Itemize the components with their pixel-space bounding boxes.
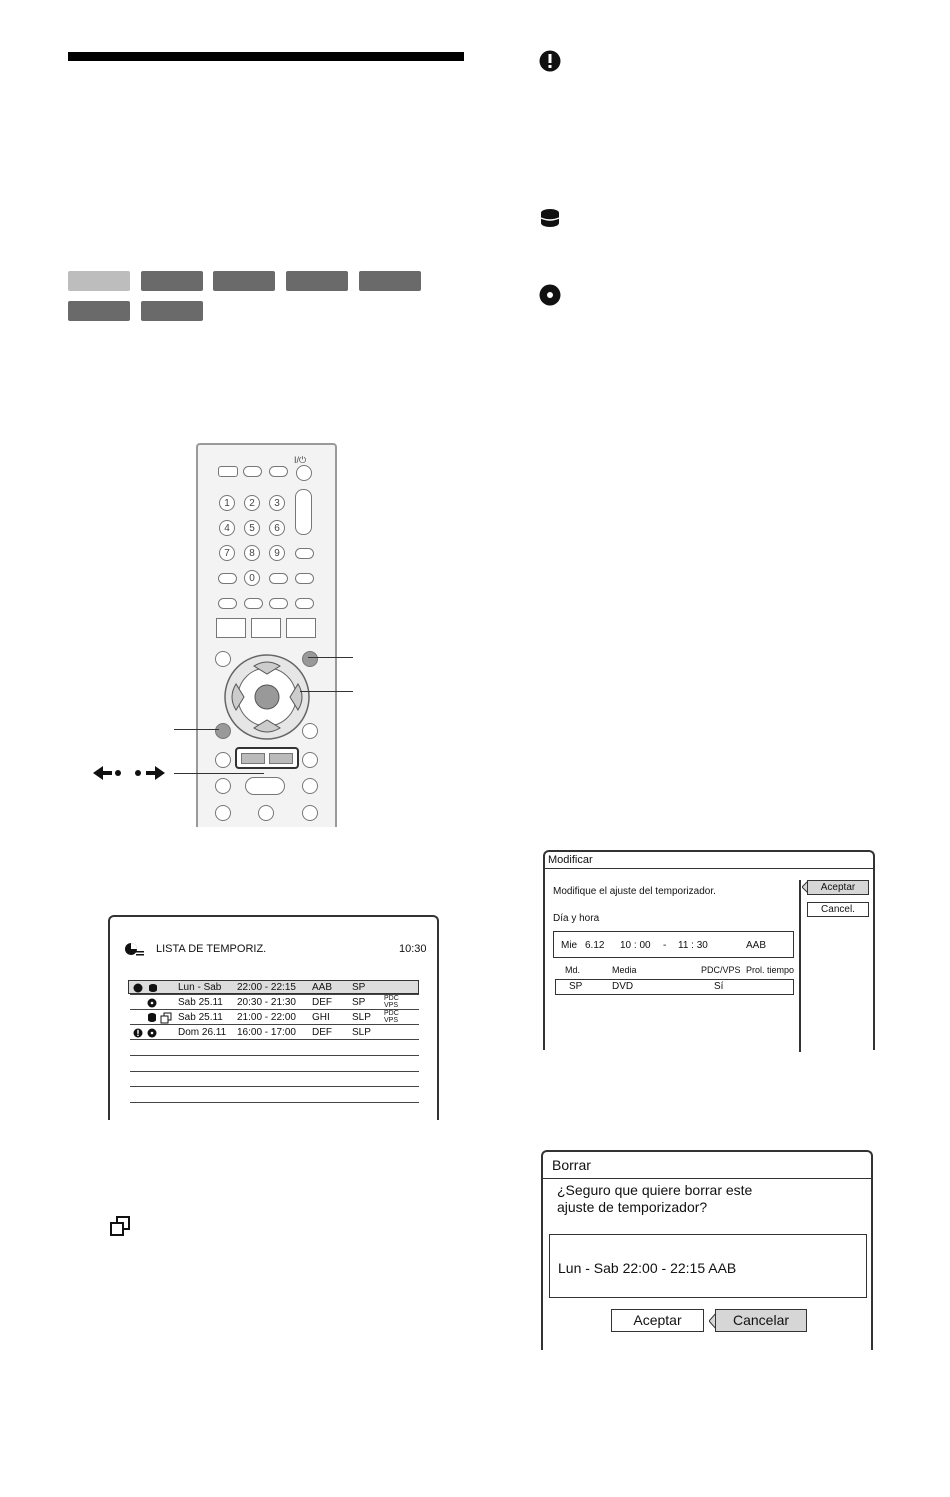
num-button: 5 <box>244 520 260 536</box>
row-time: 20:30 - 21:30 <box>237 997 296 1008</box>
pdc-value: Sí <box>714 981 724 992</box>
remote-button <box>218 598 237 609</box>
row-channel: AAB <box>312 982 333 993</box>
format-tag <box>359 271 421 291</box>
col-extend: Prol. tiempo <box>746 965 795 975</box>
remote-button <box>286 618 316 638</box>
row-pdc-vps: PDC VPS <box>384 1010 399 1024</box>
remote-button <box>302 723 318 739</box>
remote-button <box>251 618 281 638</box>
format-tag <box>141 271 203 291</box>
modify-dialog <box>543 850 875 1050</box>
overlap-icon <box>108 1215 132 1239</box>
row-mode: SP <box>352 997 366 1008</box>
row-channel: DEF <box>312 1027 332 1038</box>
section-heading-bar <box>68 52 464 61</box>
day-time-label: Día y hora <box>553 913 600 924</box>
dialog-title: Borrar <box>552 1157 591 1173</box>
remote-button <box>243 466 262 477</box>
remote-button <box>269 573 288 584</box>
row-time: 16:00 - 17:00 <box>237 1027 296 1038</box>
remote-button <box>269 466 288 477</box>
row-time: 22:00 - 22:15 <box>237 982 296 993</box>
media-value: DVD <box>612 981 634 992</box>
ok-button[interactable]: Aceptar <box>611 1309 704 1332</box>
col-mode: Md. <box>565 965 581 975</box>
row-time: 21:00 - 22:00 <box>237 1012 296 1023</box>
dialog-title: Modificar <box>548 854 593 866</box>
num-button: 3 <box>269 495 285 511</box>
eject-button <box>218 466 238 477</box>
row-pdc-vps: PDC VPS <box>384 995 399 1009</box>
row-day: Sab 25.11 <box>178 997 223 1008</box>
time-dash: - <box>663 940 667 951</box>
row-day: Dom 26.11 <box>178 1027 227 1038</box>
row-channel: DEF <box>312 997 332 1008</box>
dpad <box>224 654 310 740</box>
page-buttons <box>235 747 299 769</box>
callout-line <box>174 773 264 774</box>
row-line <box>130 1009 419 1010</box>
remote-control <box>196 443 337 827</box>
row-line <box>130 1071 419 1072</box>
format-tag <box>68 271 130 291</box>
row-day: Lun - Sab <box>178 982 222 993</box>
remote-button <box>244 598 263 609</box>
stop-button <box>302 805 318 821</box>
remote-button <box>218 573 237 584</box>
format-tag <box>286 271 348 291</box>
format-tag <box>213 271 275 291</box>
question-line2: ajuste de temporizador? <box>557 1199 708 1215</box>
prev-button <box>215 752 231 768</box>
power-button <box>296 465 312 481</box>
row-mode: SLP <box>352 1027 371 1038</box>
callout-line <box>308 657 353 658</box>
callout-line <box>174 729 219 730</box>
format-tag <box>141 301 203 321</box>
num-button: 8 <box>244 545 260 561</box>
num-button: 0 <box>244 570 260 586</box>
start-time: 10 : 00 <box>620 940 651 951</box>
channel-value: AAB <box>746 940 767 951</box>
warning-icon <box>539 50 561 72</box>
power-label: I/⏻ <box>294 455 307 465</box>
num-button: 2 <box>244 495 260 511</box>
pause-button <box>258 805 274 821</box>
col-media: Media <box>612 965 637 975</box>
dvd-icon <box>147 998 157 1008</box>
screen-title: LISTA DE TEMPORIZ. <box>156 943 267 955</box>
hdd-overlap-icons <box>147 1012 173 1024</box>
end-time: 11 : 30 <box>678 940 708 951</box>
delete-dialog <box>541 1150 873 1350</box>
page-arrows-icon <box>92 764 166 782</box>
settings-row[interactable] <box>555 979 794 995</box>
instruction-text: Modifique el ajuste del temporizador. <box>553 886 716 897</box>
day-value: Mie <box>561 940 578 951</box>
play-button <box>245 777 285 795</box>
row-mode: SLP <box>352 1012 371 1023</box>
date-value: 6.12 <box>585 940 605 951</box>
remote-button <box>269 598 288 609</box>
num-button: 4 <box>219 520 235 536</box>
mode-value: SP <box>569 981 583 992</box>
next-button <box>302 752 318 768</box>
col-pdc: PDC/VPS <box>701 965 741 975</box>
num-button: 9 <box>269 545 285 561</box>
row-channel: GHI <box>312 1012 330 1023</box>
page-prev-button <box>241 753 265 764</box>
row-day: Sab 25.11 <box>178 1012 223 1023</box>
format-tag <box>68 301 130 321</box>
remote-button <box>295 548 314 559</box>
remote-button <box>295 598 314 609</box>
clear-button <box>215 723 231 739</box>
row-line <box>130 1102 419 1103</box>
page-next-button <box>269 753 293 764</box>
num-button: 7 <box>219 545 235 561</box>
timer-list-screen <box>108 915 439 1120</box>
timer-list-icon <box>124 942 146 958</box>
panel-divider <box>799 880 801 1052</box>
callout-line <box>300 691 353 692</box>
row-line <box>130 1055 419 1056</box>
volume-rocker <box>295 489 312 535</box>
rec-hdd-icons <box>133 983 159 993</box>
remote-button <box>295 573 314 584</box>
title-divider <box>543 1178 873 1179</box>
num-button: 6 <box>269 520 285 536</box>
row-line <box>130 1024 419 1025</box>
ffwd-button <box>302 778 318 794</box>
title-divider <box>545 868 875 869</box>
row-line <box>130 1086 419 1087</box>
ok-button[interactable]: Aceptar <box>807 880 869 895</box>
warning-dvd-icons <box>133 1028 159 1038</box>
cancel-button[interactable]: Cancelar <box>715 1309 807 1332</box>
row-mode: SP <box>352 982 366 993</box>
rewind-button <box>215 778 231 794</box>
row-line <box>130 994 419 995</box>
entry-text: Lun - Sab 22:00 - 22:15 AAB <box>558 1260 737 1276</box>
question-line1: ¿Seguro que quiere borrar este <box>557 1182 753 1198</box>
remote-button <box>216 618 246 638</box>
hdd-icon <box>539 207 561 229</box>
record-button <box>215 805 231 821</box>
dvd-icon <box>539 284 561 306</box>
cancel-button[interactable]: Cancel. <box>807 902 869 917</box>
row-line <box>130 1039 419 1040</box>
clock: 10:30 <box>399 943 427 955</box>
num-button: 1 <box>219 495 235 511</box>
